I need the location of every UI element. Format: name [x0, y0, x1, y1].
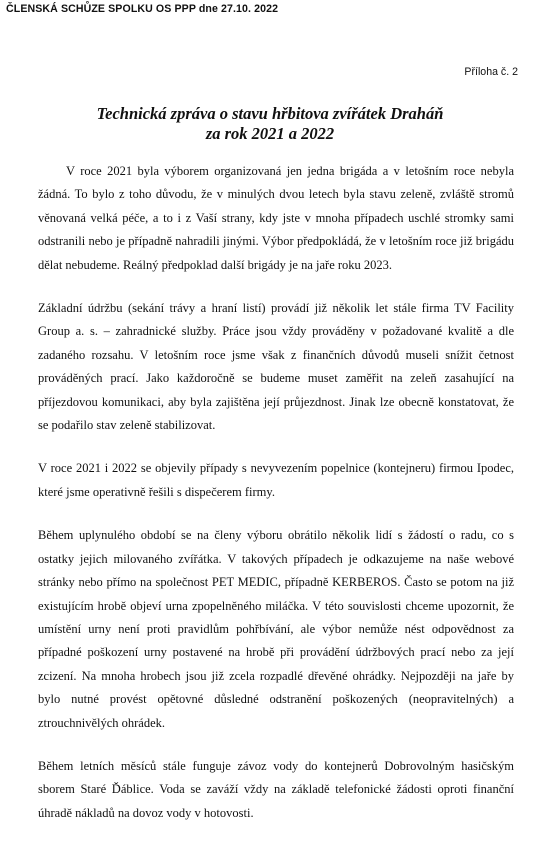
- paragraph-urns-and-enclosures: Během uplynulého období se na členy výboru obrátilo několik lidí s žádostí o radu, co s ostatky jejich milovaného zvířátka. V takových případech je odkazujeme na naše webové stránky nebo přímo na společnost PET MEDIC, případně KERBEROS. Často se potom na již existujícím hrobě objeví urna zpopelněného miláčka. V této souvislosti chceme upozornit, že umístění urny není proti pravidlům pohřbívání, ale výbor nemůže nést odpovědnost za případné poškození urny postavené na hrobě při provádění údržbových prací nebo za její zcizení. Na mnoha hrobech jsou již zcela rozpadlé dřevěné ohrádky. Nejpozději na jaře by bylo nutné provést opětovné důsledné odstranění poškozených (neopravitelných) a ztrouchnivělých ohrádek.: [38, 528, 514, 730]
- report-body: [38, 160, 514, 845]
- paragraph-brigades: V roce 2021 byla výborem organizovaná jen jedna brigáda a v letošním roce nebyla žádná. To bylo z toho důvodu, že v minulých dvou letech byla stavu zeleně, zvláště stromů věnovaná velká péče, a to i z Vaší strany, kdy jste v mnoha případech uschlé stromky sami odstranili nebo je případně nahradili jinými. Výbor předpokládá, že v letošním roce již brigádu dělat nebudeme. Reálný předpoklad další brigády je na jaře roku 2023.: [38, 164, 514, 272]
- document-title: [0, 104, 540, 144]
- paragraph-waste-collection: V roce 2021 i 2022 se objevily případy s nevyvezením popelnice (kontejneru) firmou Ipodec, které jsme operativně řešili s dispečerem firmy.: [38, 461, 514, 499]
- meeting-header: ČLENSKÁ SCHŮZE SPOLKU OS PPP dne 27.10. 2022: [6, 3, 279, 15]
- paragraph-maintenance: Základní údržbu (sekání trávy a hraní listí) provádí již několik let stále firma TV Facility Group a. s. – zahradnické služby. Práce jsou vždy prováděny v požadované kvalitě a dle zadaného rozsahu. V letošním roce jsme však z finančních důvodů museli snížit četnost prováděných prací. Jako každoročně se budeme muset zaměřit na zeleň zasahující na příjezdovou komunikaci, aby byla zajištěna její průjezdnost. Jinak lze obecně konstatovat, že se podařilo stav zeleně stabilizovat.: [38, 301, 514, 433]
- paragraph-water-delivery: Během letních měsíců stále funguje závoz vody do kontejnerů Dobrovolným hasičským sborem Staré Ďáblice. Voda se zaváží vždy na základě telefonické žádosti oproti finanční úhradě nákladů na dovoz vody v hotovosti.: [38, 758, 514, 820]
- attachment-label: Příloha č. 2: [464, 66, 518, 78]
- title-line-1: Technická zpráva o stavu hřbitova zvířátek Draháň: [96, 104, 444, 123]
- title-line-2: za rok 2021 a 2022: [205, 124, 335, 143]
